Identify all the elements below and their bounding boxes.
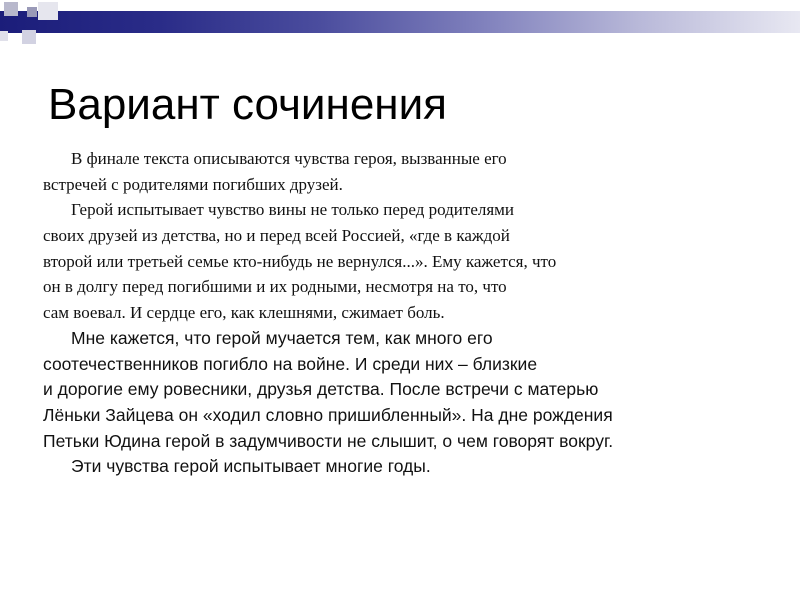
slide-title: Вариант сочинения	[48, 80, 447, 129]
decorative-square	[38, 2, 58, 20]
essay-body	[43, 146, 783, 480]
decorative-square	[0, 31, 8, 41]
text-line: встречей с родителями погибших друзей.	[43, 174, 343, 194]
text-line: Мне кажется, что герой мучается тем, как много его	[71, 327, 493, 348]
text-line: Эти чувства герой испытывает многие годы.	[71, 456, 431, 477]
text-line: он в долгу перед погибшими и их родными, несмотря на то, что	[43, 277, 507, 297]
text-line: Петьки Юдина герой в задумчивости не слышит, о чем говорят вокруг.	[43, 430, 614, 451]
text-line: своих друзей из детства, но и перед всей Россией, «где в каждой	[43, 226, 510, 246]
decorative-square	[22, 30, 36, 44]
text-line: сам воевал. И сердце его, как клешнями, сжимает боль.	[43, 303, 445, 323]
text-line: соотечественников погибло на войне. И среди них – близкие	[43, 353, 538, 374]
text-line: Герой испытывает чувство вины не только перед родителями	[71, 200, 515, 220]
text-line: второй или третьей семье кто-нибудь не вернулся...». Ему кажется, что	[43, 251, 557, 271]
header-gradient-bar	[0, 11, 800, 33]
text-line: и дорогие ему ровесники, друзья детства. После встречи с матерью	[43, 379, 599, 400]
text-line: Лёньки Зайцева он «ходил словно пришибленный». На дне рождения	[43, 404, 613, 425]
text-line: В финале текста описываются чувства героя, вызванные его	[71, 149, 507, 168]
decorative-square	[4, 2, 18, 16]
decorative-square	[27, 7, 37, 17]
